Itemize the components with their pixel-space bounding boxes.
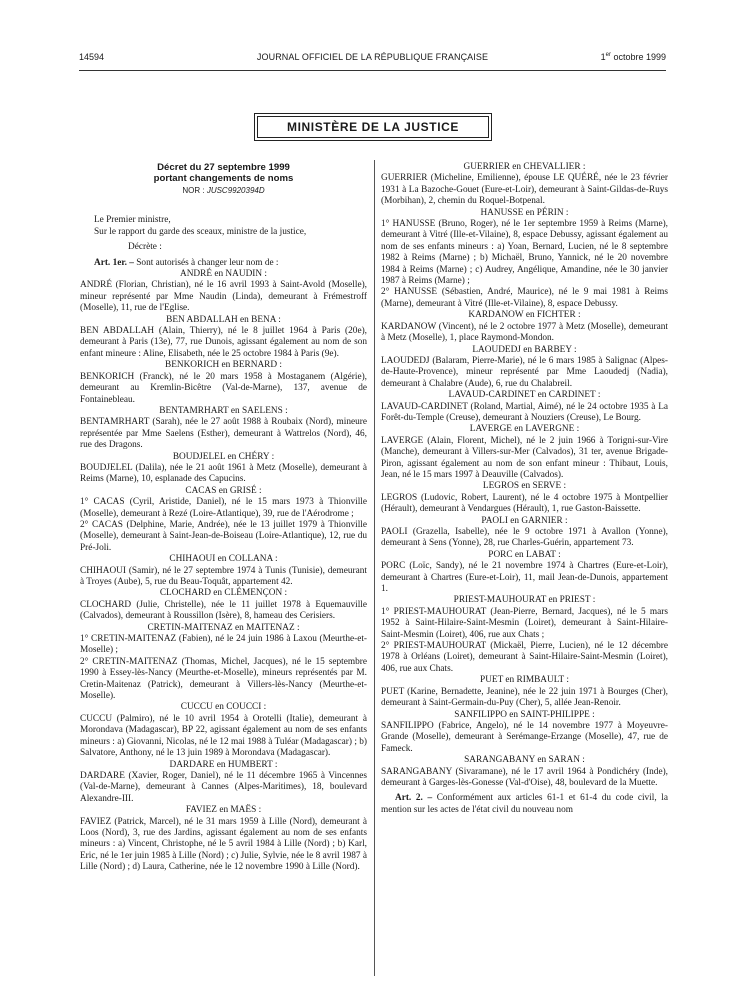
right-name-changes (381, 162, 668, 789)
page-number: 14594 (79, 52, 105, 62)
person-entry: 2° PRIEST-MAUHOURAT (Mickaël, Pierre, Lucien), né le 12 décembre 1978 à Orléans (Loiret), demeurant à Saint-Hilaire-Saint-Mesmin (Loiret), 406, rue aux Chats. (381, 641, 668, 674)
name-change-heading: ANDRÉ en NAUDIN : (179, 269, 268, 280)
intro-report: Sur le rapport du garde des sceaux, ministre de la justice, (94, 226, 307, 237)
name-change-heading: LAOUDEDJ en BARBEY : (472, 344, 577, 355)
name-change-heading: DARDARE en HUMBERT : (169, 759, 278, 770)
person-entry: BOUDJELEL (Dalila), née le 21 août 1961 à Metz (Moselle), demeurant à Reims (Marne), 10, esplanade des Capucins. (80, 462, 367, 485)
journal-title: JOURNAL OFFICIEL DE LA RÉPUBLIQUE FRANÇAISE (256, 52, 489, 62)
header-rule (79, 70, 666, 71)
article-2-label: Art. 2. – (395, 793, 433, 804)
name-change-heading: BOUDJELEL en CHÉRY : (172, 451, 275, 462)
name-change-heading: GUERRIER en CHEVALLIER : (463, 162, 586, 172)
right-column (381, 162, 668, 816)
person-entry: CUCCU (Palmiro), né le 10 avril 1954 à Orotelli (Italie), demeurant à Morondava (Madagascar), BP 22, agissant également au nom de ses enfants mineurs : a) Giovanni, Nicolas, né le 12 mai 1988 à Tuléar (Madagascar) ; b) Salvatore, Anthony, né le 13 juin 1989 à Morondava (Madagascar). (80, 713, 367, 759)
person-entry: BENKORICH (Franck), né le 20 mars 1958 à Mostaganem (Algérie), demeurant au Kremlin-Bicêtre (Val-de-Marne), 137, avenue de Fontainebleau. (80, 371, 367, 405)
person-entry: LAOUDEDJ (Balaram, Pierre-Marie), né le 6 mars 1985 à Salignac (Alpes-de-Haute-Provence), mineur représenté par Mme Laoudedj (Nadia), demeurant à Chalabre (Aude), 6, rue du Chalabreil. (381, 355, 668, 389)
name-change-heading: BENKORICH en BERNARD : (165, 360, 282, 371)
name-change-heading: PAOLI en GARNIER : (481, 515, 568, 526)
person-entry: SARANGABANY (Sivaramane), né le 17 avril 1964 à Pondichéry (Inde), demeurant à Garges-lès-Gonesse (Val-d'Oise), 48, boulevard de la Muette. (381, 766, 668, 788)
name-change-heading: FAVIEZ en MAËS : (185, 805, 262, 816)
name-change-heading: CLOCHARD en CLÉMENÇON : (159, 588, 288, 599)
decrete-label: Décrète : (128, 242, 162, 253)
article-2: Art. 2. – Conformément aux articles 61-1 et 61-4 du code civil, la mention sur les actes de l'état civil du nouveau nom (381, 793, 668, 815)
person-entry: LAVERGE (Alain, Florent, Michel), né le 2 juin 1966 à Torigni-sur-Vire (Manche), demeurant à Villers-sur-Mer (Calvados), 31 ter, avenue Brigade-Piron, agissant également au nom de son enfant mineur : Thibaut, Louis, Jean, né le 15 mars 1997 à Deauville (Calvados). (381, 435, 668, 480)
person-entry: PAOLI (Grazella, Isabelle), née le 9 octobre 1971 à Avallon (Yonne), demeurant à Sens (Yonne), 28, rue Charles-Guérin, appartement 73. (381, 527, 668, 549)
nor-reference: NOR : JUSC9920394D (182, 186, 265, 195)
person-entry: 2° HANUSSE (Sébastien, André, Maurice), né le 9 mai 1981 à Reims (Marne), demeurant à Vitré (Ille-et-Vilaine), 8, espace Debussy. (381, 287, 668, 309)
name-change-heading: PUET en RIMBAULT : (480, 675, 569, 686)
person-entry: CLOCHARD (Julie, Christelle), née le 11 juillet 1978 à Equemauville (Calvados), demeurant à Roussillon (Isère), 8, hameau des Cerisiers. (80, 599, 367, 622)
person-entry: 2° CACAS (Delphine, Marie, Andrée), née le 13 juillet 1979 à Thionville (Moselle), demeurant à Saint-Jean-de-Boiseau (Loire-Atlantique), 12, rue du Pré-Joli. (80, 519, 367, 553)
person-entry: BENTAMRHART (Sarah), née le 27 août 1988 à Roubaix (Nord), mineure représentée par Mme Saelens (Esther), demeurant à Wattrelos (Nord), 46, rue des Dragons. (80, 417, 367, 451)
name-change-heading: LEGROS en SERVE : (482, 481, 567, 492)
person-entry: FAVIEZ (Patrick, Marcel), né le 31 mars 1959 à Lille (Nord), demeurant à Loos (Nord), 3, rue des Jardins, agissant également au nom de ses enfants mineurs : a) Vincent, Christophe, né le 5 avril 1984 à Lille (Nord) ; b) Karl, Eric, né le 1er juin 1985 à Lille (Nord) ; c) Julie, Sylvie, née le 8 avril 1987 à Lille (Nord) ; d) Laura, Catherine, née le 12 novembre 1990 à Lille (Nord). (80, 816, 367, 873)
issue-date: 1er octobre 1999 (600, 52, 666, 62)
person-entry: LAVAUD-CARDINET (Roland, Martial, Aimé), né le 24 octobre 1935 à La Forêt-du-Temple (Creuse), demeurant à Nouziers (Creuse), Le Bourg. (381, 401, 668, 423)
person-entry: CHIHAOUI (Samir), né le 27 septembre 1974 à Tunis (Tunisie), demeurant à Troyes (Aube), 5, rue du Beau-Toquât, appartement 42. (80, 565, 367, 587)
ministry-box (254, 113, 492, 141)
decree-title: Décret du 27 septembre 1999 (157, 162, 290, 173)
intro-minister: Le Premier ministre, (94, 215, 171, 226)
person-entry: PUET (Karine, Bernadette, Jeanine), née le 22 juin 1971 à Bourges (Cher), demeurant à Saint-Germain-du-Puy (Cher), 5, allée Jean-Renoir. (381, 686, 668, 709)
person-entry: 1° PRIEST-MAUHOURAT (Jean-Pierre, Bernard, Jacques), né le 5 mars 1952 à Saint-Hilaire-Saint-Mesmin (Loiret), demeurant à Saint-Hilaire-Saint-Mesmin (Loiret), 406, rue aux Chats ; (381, 606, 668, 640)
left-name-changes (80, 269, 367, 874)
person-entry: GUERRIER (Micheline, Emilienne), épouse LE QUÉRÉ, née le 23 février 1931 à La Bazoche-Gouet (Eure-et-Loir), demeurant à Saint-Gildas-de-Ruys (Morbihan), 2, chemin du Roquel-Botpenal. (381, 173, 668, 207)
person-entry: PORC (Loïc, Sandy), né le 21 novembre 1974 à Chartres (Eure-et-Loir), demeurant à Chartres (Eure-et-Loir), 11, mail Jean-de-Dunois, appartement 1. (381, 561, 668, 595)
person-entry: DARDARE (Xavier, Roger, Daniel), né le 11 décembre 1965 à Vincennes (Val-de-Marne), demeurant à Cannes (Alpes-Maritimes), 18, boulevard Alexandre-III. (80, 770, 367, 804)
article-1: Art. 1er. – Sont autorisés à changer leur nom de : (94, 257, 279, 268)
name-change-heading: HANUSSE en PÉRIN : (480, 207, 569, 218)
person-entry: 1° CACAS (Cyril, Aristide, Daniel), né le 15 mars 1973 à Thionville (Moselle), demeurant à Rezé (Loire-Atlantique), 39, rue de l'Aérodrome ; (80, 497, 367, 519)
name-change-heading: PORC en LABAT : (488, 549, 561, 560)
person-entry: SANFILIPPO (Fabrice, Angelo), né le 14 novembre 1977 à Moyeuvre-Grande (Moselle), demeurant à Serémange-Erzange (Moselle), 47, rue de Fameck. (381, 720, 668, 754)
decree-subtitle: portant changements de noms (153, 173, 294, 184)
person-entry: 1° CRETIN-MAITENAZ (Fabien), né le 24 juin 1986 à Laxou (Meurthe-et-Moselle) ; (80, 634, 367, 656)
person-entry: BEN ABDALLAH (Alain, Thierry), né le 8 juillet 1964 à Paris (20e), demeurant à Paris (13e), 77, rue Dunois, agissant également au nom de son enfant mineure : Aline, Elisabeth, née le 25 octobre 1984 à Paris (9e). (80, 326, 367, 359)
name-change-heading: SARANGABANY en SARAN : (464, 755, 585, 766)
person-entry: LEGROS (Ludovic, Robert, Laurent), né le 4 octobre 1975 à Montpellier (Hérault), demeurant à Vendargues (Hérault), 1, rue Gaston-Baissette. (381, 492, 668, 515)
person-entry: 1° HANUSSE (Bruno, Roger), né le 1er septembre 1959 à Reims (Marne), demeurant à Vitré (Ille-et-Vilaine), 8, espace Debussy, agissant également au nom de ses enfants mineurs : a) Yoan, Bernard, Lucien, né le 8 septembre 1982 à Reims (Marne) ; b) Michaël, Bruno, Yannick, né le 20 novembre 1984 à Reims (Marne) ; c) Audrey, Angélique, Amandine, née le 30 janvier 1987 à Reims (Marne) ; (381, 219, 668, 287)
person-entry: 2° CRETIN-MAITENAZ (Thomas, Michel, Jacques), né le 15 septembre 1990 à Essey-lès-Nancy (Meurthe-et-Moselle), mineurs représentés par M. Cretin-Maitenaz (Patrick), demeurant à Villers-lès-Nancy (Meurthe-et-Moselle). (80, 656, 367, 702)
person-entry: KARDANOW (Vincent), né le 2 octobre 1977 à Metz (Moselle), demeurant à Metz (Moselle), 1, place Raymond-Mondon. (381, 321, 668, 344)
ministry-title: MINISTÈRE DE LA JUSTICE (257, 116, 489, 138)
article-1-label: Art. 1er. – (94, 257, 134, 268)
name-change-heading: BENTAMRHART en SAELENS : (159, 405, 288, 416)
name-change-heading: KARDANOW en FICHTER : (468, 310, 581, 321)
left-column (80, 162, 367, 874)
name-change-heading: LAVAUD-CARDINET en CARDINET : (448, 390, 601, 401)
page-header (79, 52, 666, 66)
name-change-heading: CRETIN-MAITENAZ en MAITENAZ : (147, 622, 300, 633)
column-divider (374, 160, 375, 976)
name-change-heading: SANFILIPPO en SAINT-PHILIPPE : (454, 709, 595, 720)
name-change-heading: BEN ABDALLAH en BENA : (166, 314, 281, 325)
name-change-heading: LAVERGE en LAVERGNE : (469, 424, 580, 435)
person-entry: ANDRÉ (Florian, Christian), né le 16 avril 1993 à Saint-Avold (Moselle), mineur représenté par Mme Naudin (Linda), demeurant à Frémestroff (Moselle), 11, rue de l'Eglise. (80, 280, 367, 314)
name-change-heading: PRIEST-MAUHOURAT en PRIEST : (453, 595, 596, 606)
name-change-heading: CACAS en GRISÉ : (185, 485, 262, 496)
name-change-heading: CHIHAOUI en COLLANA : (169, 554, 278, 565)
name-change-heading: CUCCU en COUCCI : (180, 702, 267, 713)
